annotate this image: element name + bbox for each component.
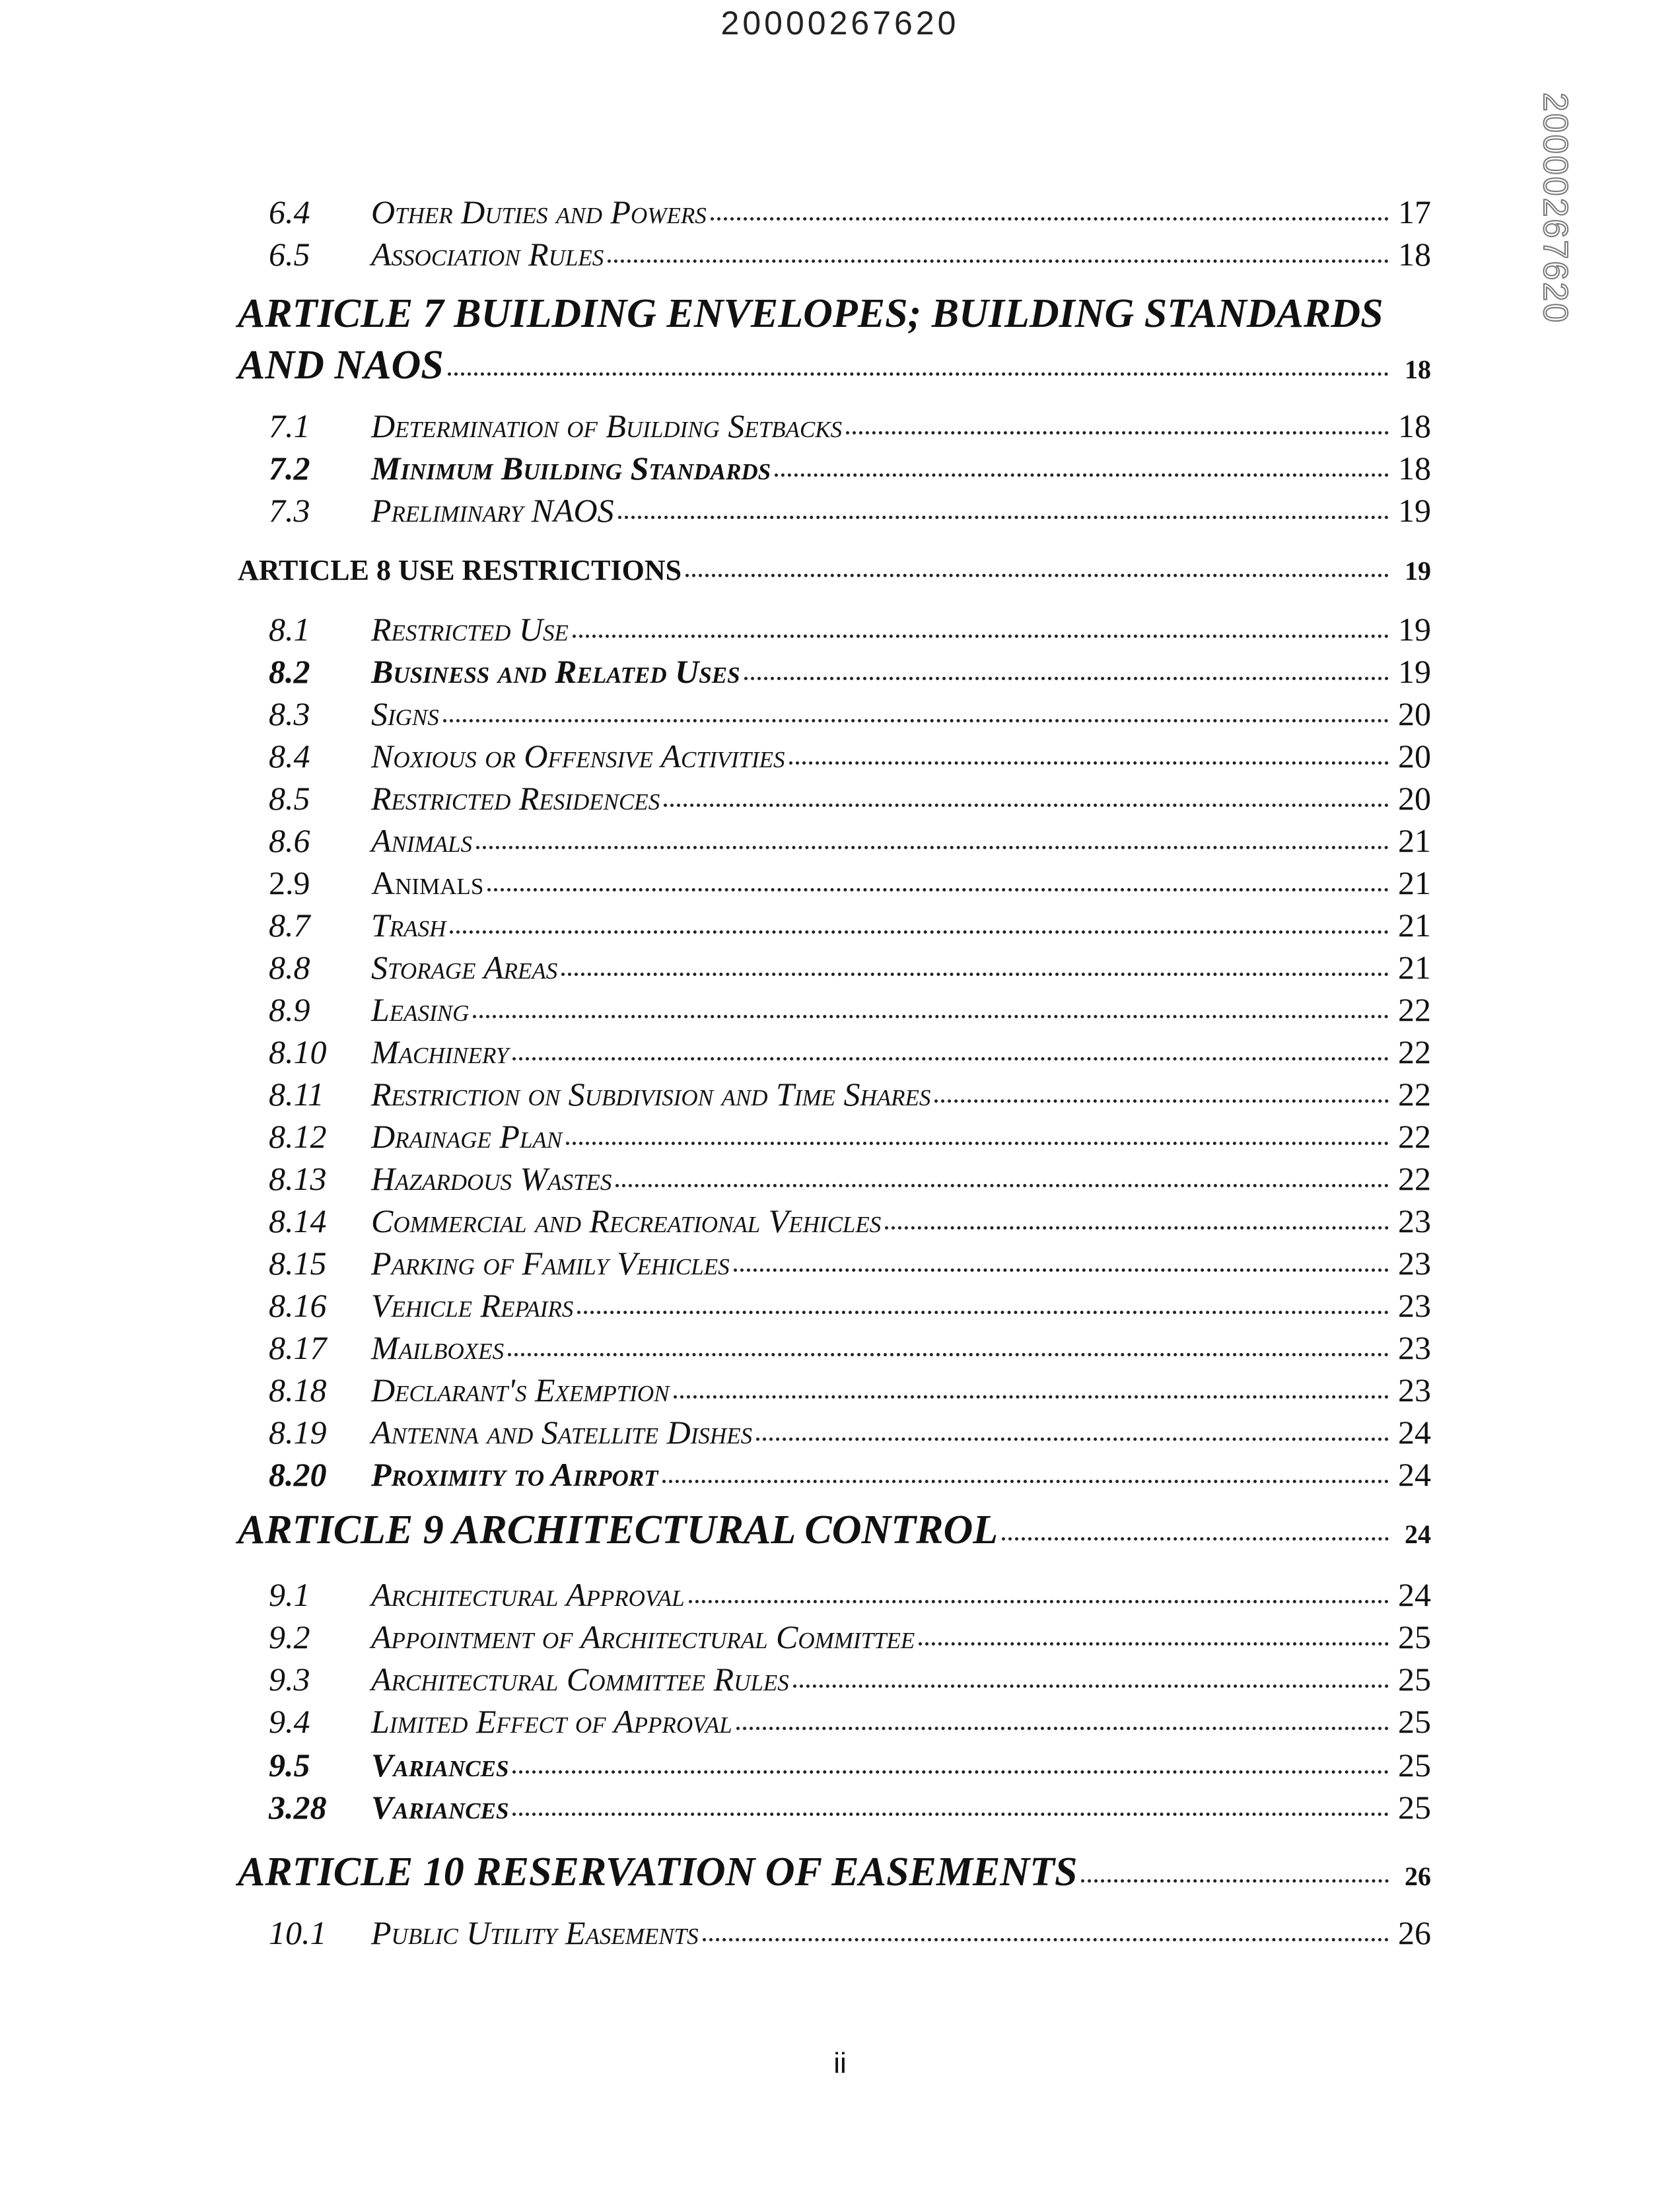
dot-leader <box>744 677 1389 680</box>
section-title: Variances <box>371 1789 509 1826</box>
section-title: Variances <box>371 1747 509 1784</box>
page-number: 19 <box>1398 492 1431 529</box>
section-title: Antenna and Satellite Dishes <box>371 1414 753 1451</box>
section-title: Trash <box>371 907 446 944</box>
dot-leader <box>736 1727 1389 1730</box>
section-title: Preliminary NAOS <box>371 492 614 529</box>
page-number: 24 <box>1398 1576 1431 1613</box>
toc-entry <box>267 1660 1431 1698</box>
article-heading: ARTICLE 7 BUILDING ENVELOPES; BUILDING STANDARDS <box>238 291 1383 336</box>
section-title: Other Duties and Powers <box>371 193 707 230</box>
page-number: 22 <box>1398 1076 1431 1113</box>
section-number: 10.1 <box>269 1914 327 1951</box>
toc-article-entry <box>238 342 1431 389</box>
dot-leader <box>615 1184 1389 1187</box>
section-number: 9.3 <box>269 1661 310 1698</box>
section-title: Signs <box>371 695 439 732</box>
section-number: 8.16 <box>269 1287 327 1324</box>
dot-leader <box>473 1015 1389 1018</box>
section-title: Architectural Committee Rules <box>371 1661 789 1698</box>
toc-entry <box>267 652 1431 691</box>
toc-entry <box>267 193 1431 231</box>
toc-entry <box>267 1618 1431 1656</box>
page-number: 24 <box>1398 1414 1431 1451</box>
section-number: 8.1 <box>269 611 310 648</box>
dot-leader <box>689 1600 1389 1603</box>
toc-entry <box>267 695 1431 733</box>
dot-leader <box>512 1770 1389 1774</box>
dot-leader <box>512 1057 1389 1060</box>
section-title: Mailboxes <box>371 1329 505 1366</box>
dot-leader <box>775 473 1389 477</box>
section-number: 7.3 <box>269 492 310 529</box>
dot-leader <box>793 1684 1389 1688</box>
dot-leader <box>561 973 1389 976</box>
dot-leader <box>476 846 1389 849</box>
dot-leader <box>919 1642 1389 1646</box>
section-number: 8.6 <box>269 822 310 859</box>
section-title: Vehicle Repairs <box>371 1287 574 1324</box>
toc-entry <box>267 1413 1431 1451</box>
section-title: Animals <box>371 864 484 901</box>
section-title: Noxious or Offensive Activities <box>371 738 785 775</box>
page-number: 22 <box>1398 1160 1431 1197</box>
toc-entry <box>267 1160 1431 1198</box>
section-number: 8.15 <box>269 1245 327 1282</box>
article-title: ARTICLE 8 USE RESTRICTIONS <box>238 554 682 586</box>
section-number: 8.20 <box>269 1456 327 1493</box>
page-number: 23 <box>1398 1287 1431 1324</box>
toc-entry <box>267 1329 1431 1367</box>
toc-article-entry <box>238 553 1431 587</box>
section-title: Restricted Use <box>371 611 569 648</box>
section-title: Machinery <box>371 1033 509 1070</box>
section-number: 8.18 <box>269 1371 327 1408</box>
page-number: 24 <box>1398 1456 1431 1493</box>
page-number: 20 <box>1398 695 1431 732</box>
page-number: 23 <box>1398 1329 1431 1366</box>
section-title: Architectural Approval <box>371 1576 685 1613</box>
section-title: Restriction on Subdivision and Time Shares <box>371 1076 931 1113</box>
section-title: Restricted Residences <box>371 780 660 817</box>
page-number: 25 <box>1398 1661 1431 1698</box>
section-title: Limited Effect of Approval <box>371 1703 732 1740</box>
dot-leader <box>934 1099 1389 1103</box>
dot-leader <box>448 372 1389 376</box>
side-stamp: 20000267620 <box>1536 92 1574 325</box>
page-number: 18 <box>1405 355 1431 384</box>
section-number: 8.13 <box>269 1160 327 1197</box>
toc-entry <box>267 1576 1431 1614</box>
section-number: 8.4 <box>269 738 310 775</box>
section-number: 3.28 <box>269 1789 327 1826</box>
toc-entry <box>267 1033 1431 1071</box>
dot-leader <box>885 1226 1389 1230</box>
dot-leader <box>703 1938 1389 1941</box>
section-title: Leasing <box>371 991 470 1028</box>
dot-leader <box>1081 1879 1389 1883</box>
section-title: Drainage Plan <box>371 1118 563 1155</box>
footer-page-number: ii <box>833 2047 847 2079</box>
section-number: 8.14 <box>269 1202 327 1239</box>
dot-leader <box>734 1268 1389 1272</box>
toc-entry <box>267 1075 1431 1113</box>
section-title: Public Utility Easements <box>371 1914 699 1951</box>
section-number: 8.5 <box>269 780 310 817</box>
page-number: 21 <box>1398 907 1431 944</box>
page-number: 22 <box>1398 1033 1431 1070</box>
page-number: 19 <box>1398 653 1431 690</box>
page-number: 21 <box>1398 864 1431 901</box>
section-number: 8.8 <box>269 949 310 986</box>
section-number: 2.9 <box>269 864 310 901</box>
article-title: ARTICLE 10 RESERVATION OF EASEMENTS <box>238 1850 1078 1894</box>
section-number: 8.17 <box>269 1329 327 1366</box>
page-number: 23 <box>1398 1371 1431 1408</box>
page-number: 18 <box>1398 236 1431 273</box>
section-number: 6.5 <box>269 236 310 273</box>
section-title: Animals <box>371 822 473 859</box>
toc-article-entry <box>238 1507 1431 1554</box>
section-number: 9.4 <box>269 1703 310 1740</box>
section-number: 7.2 <box>269 450 310 487</box>
dot-leader <box>674 1395 1389 1399</box>
toc-article-entry <box>238 1849 1431 1896</box>
dot-leader <box>608 260 1389 263</box>
page-number: 18 <box>1398 407 1431 444</box>
page-number: 25 <box>1398 1703 1431 1740</box>
toc-entry <box>267 235 1431 273</box>
section-title: Appointment of Architectural Committee <box>371 1618 915 1655</box>
dot-leader <box>685 574 1389 577</box>
section-title: Determination of Building Setbacks <box>371 407 843 444</box>
page-number: 21 <box>1398 822 1431 859</box>
toc-entry <box>267 864 1431 902</box>
toc-entry <box>267 1702 1431 1741</box>
section-title: Parking of Family Vehicles <box>371 1245 730 1282</box>
dot-leader <box>577 1311 1389 1314</box>
dot-leader <box>756 1438 1389 1441</box>
dot-leader <box>662 1480 1389 1483</box>
page-number: 25 <box>1398 1789 1431 1826</box>
dot-leader <box>450 930 1389 934</box>
page-number: 18 <box>1398 450 1431 487</box>
dot-leader <box>711 217 1389 221</box>
toc-entry <box>267 1788 1431 1826</box>
article-title: ARTICLE 9 ARCHITECTURAL CONTROL <box>238 1508 998 1552</box>
page-number: 17 <box>1398 193 1431 230</box>
dot-leader <box>1002 1537 1389 1541</box>
dot-leader <box>618 516 1389 519</box>
section-title: Association Rules <box>371 236 604 273</box>
dot-leader <box>846 431 1389 434</box>
toc-entry <box>267 1371 1431 1409</box>
page-number: 22 <box>1398 991 1431 1028</box>
section-number: 8.3 <box>269 695 310 732</box>
toc-entry <box>267 779 1431 817</box>
document-number: 20000267620 <box>720 5 960 42</box>
section-number: 8.12 <box>269 1118 327 1155</box>
section-number: 7.1 <box>269 407 310 444</box>
article-title: AND NAOS <box>238 343 444 388</box>
toc-entry <box>267 990 1431 1029</box>
section-number: 9.2 <box>269 1618 310 1655</box>
toc-entry <box>267 906 1431 944</box>
toc-entry <box>267 1286 1431 1325</box>
toc-entry <box>267 948 1431 987</box>
dot-leader <box>443 719 1389 722</box>
page-number: 20 <box>1398 780 1431 817</box>
section-number: 8.7 <box>269 907 310 944</box>
section-number: 8.9 <box>269 991 310 1028</box>
section-number: 9.1 <box>269 1576 310 1613</box>
section-title: Business and Related Uses <box>371 653 740 690</box>
page-number: 19 <box>1398 611 1431 648</box>
page-number: 20 <box>1398 738 1431 775</box>
toc-entry <box>267 1455 1431 1494</box>
section-title: Minimum Building Standards <box>371 450 771 487</box>
dot-leader <box>566 1142 1389 1145</box>
section-number: 9.5 <box>269 1747 310 1784</box>
section-title: Proximity to Airport <box>371 1456 658 1493</box>
dot-leader <box>512 1813 1389 1816</box>
page-number: 23 <box>1398 1245 1431 1282</box>
section-title: Hazardous Wastes <box>371 1160 612 1197</box>
page-number: 25 <box>1398 1747 1431 1784</box>
page-number: 26 <box>1398 1914 1431 1951</box>
dot-leader <box>573 635 1389 638</box>
dot-leader <box>487 888 1389 891</box>
page-number: 23 <box>1398 1202 1431 1239</box>
page-number: 24 <box>1405 1519 1431 1549</box>
toc-entry <box>267 1746 1431 1784</box>
page-number: 22 <box>1398 1118 1431 1155</box>
toc-entry <box>267 1244 1431 1282</box>
dot-leader <box>789 761 1389 765</box>
page-number: 19 <box>1405 556 1431 586</box>
toc-entry <box>267 737 1431 775</box>
section-number: 6.4 <box>269 193 310 230</box>
section-number: 8.2 <box>269 653 310 690</box>
section-number: 8.11 <box>269 1076 324 1113</box>
section-title: Storage Areas <box>371 949 558 986</box>
page-number: 25 <box>1398 1618 1431 1655</box>
toc-entry <box>267 821 1431 860</box>
section-title: Commercial and Recreational Vehicles <box>371 1202 882 1239</box>
toc-entry <box>267 1117 1431 1156</box>
dot-leader <box>508 1353 1389 1356</box>
section-title: Declarant's Exemption <box>371 1371 670 1408</box>
page-number: 21 <box>1398 949 1431 986</box>
page-number: 26 <box>1405 1861 1431 1891</box>
section-number: 8.10 <box>269 1033 327 1070</box>
dot-leader <box>664 804 1389 807</box>
section-number: 8.19 <box>269 1414 327 1451</box>
toc-entry <box>267 407 1431 445</box>
toc-entry <box>267 610 1431 648</box>
toc-entry <box>267 1914 1431 1952</box>
toc-entry <box>267 491 1431 530</box>
toc-entry <box>267 1202 1431 1240</box>
toc-entry <box>267 449 1431 487</box>
